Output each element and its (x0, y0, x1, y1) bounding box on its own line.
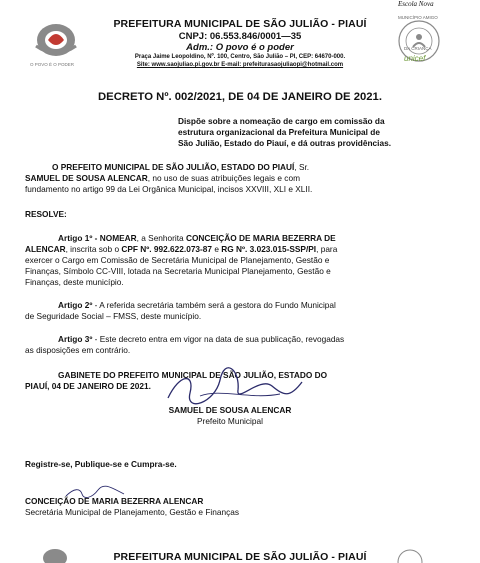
next-page-municipality: PREFEITURA MUNICIPAL DE SÃO JULIÃO - PIAUÍ (113, 551, 367, 563)
preamble-line-2: fundamento no artigo 99 da Lei Orgânica Municipal, incisos XXVIII, XLI e XLII. (25, 184, 313, 194)
header-cnpj: CNPJ: 06.553.846/0001—35 (178, 31, 302, 42)
article-2-line-2: de Seguridade Social – FMSS, deste município. (25, 311, 202, 321)
register-line: Registre-se, Publique-se e Cumpra-se. (25, 459, 177, 469)
left-logo-caption: O POVO É O PODER (30, 62, 75, 67)
resolve-label: RESOLVE: (25, 209, 67, 219)
summary-line-1: Dispõe sobre a nomeação de cargo em comissão da (178, 116, 385, 126)
header-administration: Adm.: O povo é o poder (186, 42, 294, 53)
header-address: Praça Jaime Leopoldino, Nº. 100, Centro, São Julião – PI, CEP: 64670-000. (134, 54, 346, 60)
article-1-line-5: Finanças, deste município. (25, 277, 124, 287)
summary-line-2: estrutura organizacional da Prefeitura Municipal de (178, 127, 380, 137)
article-1-line-3: exercer o Cargo em Comissão de Secretária Municipal de Planejamento, Gestão e (25, 255, 330, 265)
right-logo-brand: unicef (404, 54, 426, 63)
appointee-name: CONCEIÇÃO DE MARIA BEZERRA ALENCAR (25, 496, 204, 506)
article-2-line-1: Artigo 2º - A referida secretária também será a gestora do Fundo Municipal (58, 300, 336, 310)
mayor-title: Prefeito Municipal (197, 416, 263, 426)
right-logo-mid: DA CRIANÇA (404, 46, 432, 51)
mayor-signature-icon (160, 368, 310, 408)
next-page-seal-icon (40, 548, 70, 562)
appointee-title: Secretária Municipal de Planejamento, Gestão e Finanças (25, 507, 239, 517)
article-1-line-2: ALENCAR, inscrita sob o CPF Nº. 992.622.073-87 e RG Nº. 3.023.015-SSP/PI, para (25, 244, 338, 254)
article-1-line-4: Finanças, Símbolo CC-VIII, lotada na Secretaria Municipal Planejamento, Gestão e (25, 266, 331, 276)
right-logo-top: MUNICÍPIO AMIGO (398, 15, 438, 20)
summary-line-3: São Julião, Estado do Piauí, e dá outras providências. (178, 138, 392, 148)
header-site: Site: www.saojuliao.pi.gov.br E-mail: prefeiturasaojuliaopi@hotmail.com (136, 62, 344, 68)
preamble-line-1: O PREFEITO MUNICIPAL DE SÃO JULIÃO, ESTADO DO PIAUÍ, Sr. (52, 162, 310, 172)
closing-line-1: GABINETE DO PREFEITO MUNICIPAL DE SÃO JULIÃO, ESTADO DO (58, 370, 328, 380)
corner-note: Escola Nova (398, 0, 434, 8)
article-3-line-2: as disposições em contrário. (25, 345, 131, 355)
mayor-name: SAMUEL DE SOUSA ALENCAR (168, 405, 292, 415)
article-1-line-1: Artigo 1º - NOMEAR, a Senhorita CONCEIÇÃO DE MARIA BEZERRA DE (58, 233, 336, 243)
municipal-seal-icon (30, 16, 82, 66)
header-municipality: PREFEITURA MUNICIPAL DE SÃO JULIÃO - PIAUÍ (113, 18, 367, 30)
preamble-line-1b: SAMUEL DE SOUSA ALENCAR, no uso de suas atribuições legais e com (25, 173, 300, 183)
article-3-line-1: Artigo 3º - Este decreto entra em vigor na data de sua publicação, revogadas (58, 334, 345, 344)
next-page-unicef-icon (393, 548, 427, 562)
closing-line-2: PIAUÍ, 04 DE JANEIRO DE 2021. (25, 381, 151, 391)
decree-title: DECRETO Nº. 002/2021, DE 04 DE JANEIRO DE 2021. (98, 91, 382, 103)
